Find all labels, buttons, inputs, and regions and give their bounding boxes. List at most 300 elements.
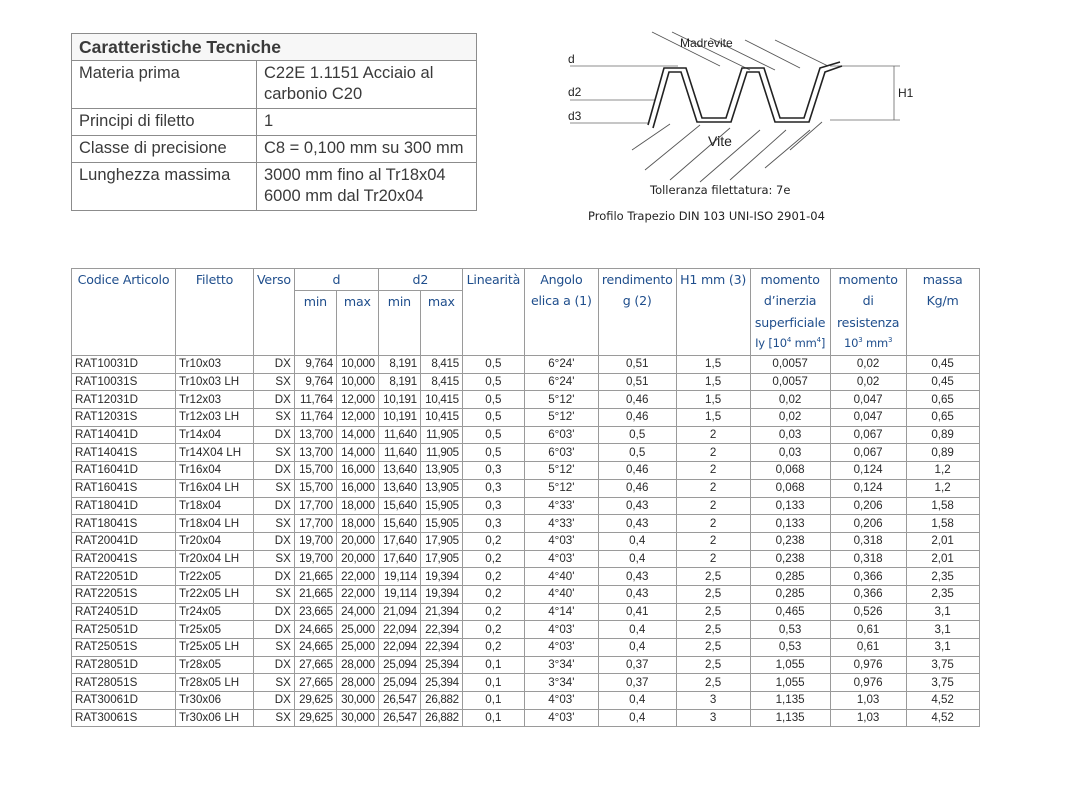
cell-filetto: Tr20x04 — [176, 532, 254, 550]
cell-filetto: Tr18x04 LH — [176, 515, 254, 533]
cell-codice: RAT16041S — [72, 479, 176, 497]
cell-d2-max: 26,882 — [420, 692, 462, 710]
cell-rendimento: 0,43 — [598, 568, 676, 586]
cell-linearita: 0,1 — [462, 674, 524, 692]
cell-d2-max: 19,394 — [420, 568, 462, 586]
cell-d-min: 9,764 — [294, 356, 336, 374]
header-line: momento — [760, 272, 820, 287]
cell-massa: 0,65 — [906, 409, 979, 427]
cell-d-max: 22,000 — [336, 568, 378, 586]
specs-key: Classe di precisione — [72, 136, 257, 163]
cell-angolo: 6°24' — [524, 373, 598, 391]
cell-linearita: 0,5 — [462, 444, 524, 462]
cell-linearita: 0,1 — [462, 656, 524, 674]
cell-d2-max: 25,394 — [420, 656, 462, 674]
cell-d-min: 17,700 — [294, 515, 336, 533]
cell-verso: SX — [254, 674, 295, 692]
cell-massa: 2,01 — [906, 550, 979, 568]
cell-d-max: 22,000 — [336, 585, 378, 603]
cell-verso: SX — [254, 550, 295, 568]
cell-filetto: Tr22x05 LH — [176, 585, 254, 603]
cell-h1: 2 — [676, 479, 750, 497]
cell-filetto: Tr25x05 LH — [176, 639, 254, 657]
cell-massa: 1,2 — [906, 462, 979, 480]
header-unit-exp: 4 — [786, 336, 792, 345]
cell-momento-resistenza: 0,206 — [830, 497, 906, 515]
cell-d-max: 28,000 — [336, 656, 378, 674]
cell-momento-inerzia: 0,238 — [750, 532, 830, 550]
cell-momento-inerzia: 0,465 — [750, 603, 830, 621]
cell-d2-min: 13,640 — [378, 462, 420, 480]
cell-angolo: 4°40' — [524, 585, 598, 603]
cell-filetto: Tr14x04 — [176, 426, 254, 444]
cell-d-max: 14,000 — [336, 444, 378, 462]
cell-d2-min: 26,547 — [378, 709, 420, 727]
cell-linearita: 0,3 — [462, 462, 524, 480]
header-linearita: Linearità — [462, 269, 524, 356]
cell-momento-inerzia: 0,133 — [750, 497, 830, 515]
cell-momento-resistenza: 0,976 — [830, 656, 906, 674]
cell-linearita: 0,5 — [462, 356, 524, 374]
table-row — [72, 568, 980, 586]
cell-d-max: 12,000 — [336, 391, 378, 409]
label-d2: d2 — [568, 85, 582, 99]
cell-momento-resistenza: 0,526 — [830, 603, 906, 621]
label-d3: d3 — [568, 109, 582, 123]
header-d2-min: min — [378, 291, 420, 356]
table-row — [72, 373, 980, 391]
cell-filetto: Tr30x06 LH — [176, 709, 254, 727]
table-row — [72, 391, 980, 409]
table-row — [72, 356, 980, 374]
cell-massa: 0,45 — [906, 356, 979, 374]
header-codice: Codice Articolo — [72, 269, 176, 356]
specs-value: 1 — [257, 109, 477, 136]
cell-angolo: 4°33' — [524, 497, 598, 515]
cell-momento-inerzia: 0,0057 — [750, 373, 830, 391]
cell-massa: 3,75 — [906, 656, 979, 674]
cell-filetto: Tr10x03 — [176, 356, 254, 374]
header-line: superficiale — [754, 314, 826, 330]
table-row — [72, 674, 980, 692]
cell-momento-resistenza: 0,067 — [830, 444, 906, 462]
cell-d-max: 25,000 — [336, 639, 378, 657]
cell-verso: DX — [254, 391, 295, 409]
cell-rendimento: 0,46 — [598, 391, 676, 409]
header-d-max: max — [336, 291, 378, 356]
cell-h1: 1,5 — [676, 391, 750, 409]
cell-d-min: 15,700 — [294, 462, 336, 480]
cell-linearita: 0,2 — [462, 568, 524, 586]
cell-momento-resistenza: 0,976 — [830, 674, 906, 692]
cell-filetto: Tr12x03 LH — [176, 409, 254, 427]
table-row — [72, 426, 980, 444]
cell-h1: 2,5 — [676, 603, 750, 621]
header-line: Kg/m — [926, 293, 959, 309]
cell-rendimento: 0,46 — [598, 462, 676, 480]
cell-momento-inerzia: 0,285 — [750, 568, 830, 586]
header-unit-text: ] — [820, 335, 826, 350]
cell-momento-resistenza: 0,067 — [830, 426, 906, 444]
cell-h1: 2 — [676, 515, 750, 533]
cell-d2-max: 26,882 — [420, 709, 462, 727]
cell-d2-min: 19,114 — [378, 585, 420, 603]
cell-d-max: 16,000 — [336, 462, 378, 480]
cell-verso: DX — [254, 356, 295, 374]
cell-massa: 0,65 — [906, 391, 979, 409]
cell-verso: SX — [254, 515, 295, 533]
cell-linearita: 0,1 — [462, 692, 524, 710]
cell-momento-inerzia: 0,068 — [750, 462, 830, 480]
cell-d-max: 30,000 — [336, 709, 378, 727]
cell-rendimento: 0,4 — [598, 621, 676, 639]
table-row — [72, 409, 980, 427]
cell-rendimento: 0,5 — [598, 426, 676, 444]
cell-angolo: 4°40' — [524, 568, 598, 586]
cell-d2-min: 11,640 — [378, 444, 420, 462]
specs-row-max-length — [72, 163, 477, 211]
cell-momento-inerzia: 1,135 — [750, 709, 830, 727]
header-line — [754, 333, 827, 354]
cell-d-max: 20,000 — [336, 550, 378, 568]
cell-codice: RAT10031D — [72, 356, 176, 374]
cell-momento-resistenza: 0,124 — [830, 462, 906, 480]
cell-codice: RAT16041D — [72, 462, 176, 480]
cell-momento-inerzia: 0,02 — [750, 409, 830, 427]
cell-verso: SX — [254, 409, 295, 427]
header-unit-text: 10 — [843, 335, 859, 350]
cell-d-min: 29,625 — [294, 709, 336, 727]
cell-d2-max: 21,394 — [420, 603, 462, 621]
header-unit-exp: 3 — [858, 336, 863, 345]
cell-linearita: 0,2 — [462, 532, 524, 550]
table-row — [72, 462, 980, 480]
cell-d2-max: 22,394 — [420, 639, 462, 657]
cell-filetto: Tr30x06 — [176, 692, 254, 710]
cell-angolo: 5°12' — [524, 409, 598, 427]
cell-momento-resistenza: 0,61 — [830, 621, 906, 639]
table-row — [72, 692, 980, 710]
cell-linearita: 0,5 — [462, 426, 524, 444]
cell-d2-min: 25,094 — [378, 674, 420, 692]
cell-codice: RAT22051D — [72, 568, 176, 586]
cell-rendimento: 0,46 — [598, 479, 676, 497]
cell-codice: RAT30061D — [72, 692, 176, 710]
cell-d2-max: 10,415 — [420, 409, 462, 427]
cell-d-min: 23,665 — [294, 603, 336, 621]
cell-h1: 3 — [676, 709, 750, 727]
cell-filetto: Tr16x04 — [176, 462, 254, 480]
header-d: d — [294, 269, 378, 291]
cell-filetto: Tr20x04 LH — [176, 550, 254, 568]
cell-massa: 4,52 — [906, 692, 979, 710]
cell-d2-max: 10,415 — [420, 391, 462, 409]
specs-value-line: 3000 mm fino al Tr18x04 — [264, 166, 446, 184]
cell-d-max: 12,000 — [336, 409, 378, 427]
cell-massa: 4,52 — [906, 709, 979, 727]
caption-tolerance: Tolleranza filettatura: 7e — [650, 183, 791, 197]
header-unit-text: Iy [10 — [755, 335, 787, 350]
cell-massa: 2,35 — [906, 585, 979, 603]
cell-linearita: 0,5 — [462, 373, 524, 391]
cell-filetto: Tr25x05 — [176, 621, 254, 639]
cell-h1: 2,5 — [676, 621, 750, 639]
cell-h1: 2,5 — [676, 585, 750, 603]
cell-d2-max: 8,415 — [420, 373, 462, 391]
cell-d2-max: 15,905 — [420, 497, 462, 515]
cell-momento-inerzia: 0,285 — [750, 585, 830, 603]
cell-angolo: 5°12' — [524, 462, 598, 480]
cell-angolo: 4°03' — [524, 639, 598, 657]
cell-rendimento: 0,51 — [598, 356, 676, 374]
cell-momento-inerzia: 0,068 — [750, 479, 830, 497]
cell-linearita: 0,2 — [462, 585, 524, 603]
cell-rendimento: 0,43 — [598, 585, 676, 603]
cell-momento-resistenza: 1,03 — [830, 709, 906, 727]
cell-h1: 1,5 — [676, 356, 750, 374]
cell-d2-max: 11,905 — [420, 444, 462, 462]
cell-d2-min: 11,640 — [378, 426, 420, 444]
cell-d2-max: 17,905 — [420, 532, 462, 550]
cell-d-min: 19,700 — [294, 550, 336, 568]
header-h1: H1 mm (3) — [676, 269, 750, 356]
cell-d2-min: 15,640 — [378, 515, 420, 533]
header-unit-exp: 3 — [887, 336, 893, 345]
cell-momento-inerzia: 0,02 — [750, 391, 830, 409]
cell-d-min: 19,700 — [294, 532, 336, 550]
specs-value — [257, 163, 477, 211]
header-angolo-line: Angolo — [540, 272, 583, 287]
cell-linearita: 0,3 — [462, 515, 524, 533]
header-line: d’inerzia — [763, 293, 817, 309]
cell-d2-max: 13,905 — [420, 462, 462, 480]
header-momento-inerzia — [750, 269, 830, 356]
table-row — [72, 497, 980, 515]
table-body — [72, 356, 980, 727]
cell-codice: RAT10031S — [72, 373, 176, 391]
cell-d2-min: 10,191 — [378, 409, 420, 427]
cell-rendimento: 0,43 — [598, 515, 676, 533]
cell-massa: 2,35 — [906, 568, 979, 586]
cell-verso: DX — [254, 621, 295, 639]
cell-codice: RAT25051S — [72, 639, 176, 657]
cell-momento-resistenza: 0,047 — [830, 391, 906, 409]
cell-codice: RAT20041D — [72, 532, 176, 550]
cell-angolo: 4°03' — [524, 550, 598, 568]
specs-key: Principi di filetto — [72, 109, 257, 136]
header-unit-text: mm — [862, 335, 888, 350]
cell-linearita: 0,2 — [462, 550, 524, 568]
cell-momento-resistenza: 0,124 — [830, 479, 906, 497]
cell-massa: 3,1 — [906, 621, 979, 639]
cell-filetto: Tr22x05 — [176, 568, 254, 586]
label-vite: Vite — [708, 133, 732, 149]
cell-rendimento: 0,37 — [598, 656, 676, 674]
cell-massa: 2,01 — [906, 532, 979, 550]
cell-verso: DX — [254, 462, 295, 480]
specs-value: C8 = 0,100 mm su 300 mm — [257, 136, 477, 163]
table-row — [72, 603, 980, 621]
cell-d-max: 18,000 — [336, 497, 378, 515]
table-row — [72, 709, 980, 727]
table-row — [72, 550, 980, 568]
cell-rendimento: 0,5 — [598, 444, 676, 462]
header-verso: Verso — [254, 269, 295, 356]
cell-d-min: 17,700 — [294, 497, 336, 515]
cell-momento-inerzia: 0,133 — [750, 515, 830, 533]
cell-linearita: 0,1 — [462, 709, 524, 727]
cell-d2-max: 11,905 — [420, 426, 462, 444]
table-row — [72, 585, 980, 603]
specs-row-precision — [72, 136, 477, 163]
cell-h1: 2,5 — [676, 639, 750, 657]
table-row — [72, 532, 980, 550]
cell-linearita: 0,2 — [462, 603, 524, 621]
cell-momento-inerzia: 0,03 — [750, 426, 830, 444]
header-line: momento — [838, 272, 898, 287]
cell-verso: DX — [254, 692, 295, 710]
cell-d-min: 9,764 — [294, 373, 336, 391]
cell-d2-max: 19,394 — [420, 585, 462, 603]
cell-momento-inerzia: 0,53 — [750, 639, 830, 657]
cell-filetto: Tr14X04 LH — [176, 444, 254, 462]
cell-angolo: 4°33' — [524, 515, 598, 533]
cell-massa: 3,1 — [906, 639, 979, 657]
cell-d-min: 29,625 — [294, 692, 336, 710]
cell-momento-resistenza: 0,318 — [830, 550, 906, 568]
cell-rendimento: 0,4 — [598, 709, 676, 727]
cell-momento-resistenza: 0,318 — [830, 532, 906, 550]
cell-momento-resistenza: 1,03 — [830, 692, 906, 710]
cell-verso: SX — [254, 639, 295, 657]
cell-codice: RAT14041D — [72, 426, 176, 444]
cell-massa: 1,58 — [906, 497, 979, 515]
cell-d-min: 27,665 — [294, 656, 336, 674]
cell-d2-min: 17,640 — [378, 550, 420, 568]
header-d2: d2 — [378, 269, 462, 291]
header-rendimento-line: g (2) — [622, 293, 652, 309]
cell-angolo: 3°34' — [524, 656, 598, 674]
table-row — [72, 515, 980, 533]
cell-filetto: Tr24x05 — [176, 603, 254, 621]
header-unit-exp: 4 — [816, 336, 821, 345]
cell-rendimento: 0,4 — [598, 639, 676, 657]
cell-d2-max: 8,415 — [420, 356, 462, 374]
cell-h1: 1,5 — [676, 409, 750, 427]
cell-verso: DX — [254, 656, 295, 674]
specs-value: C22E 1.1151 Acciaio al carbonio C20 — [257, 61, 477, 109]
caption-profile: Profilo Trapezio DIN 103 UNI-ISO 2901-04 — [588, 209, 825, 223]
cell-angolo: 3°34' — [524, 674, 598, 692]
table-header-row — [72, 269, 980, 291]
header-d2-max: max — [420, 291, 462, 356]
cell-codice: RAT28051D — [72, 656, 176, 674]
cell-rendimento: 0,4 — [598, 550, 676, 568]
cell-momento-resistenza: 0,366 — [830, 568, 906, 586]
specs-title-row — [72, 34, 477, 61]
cell-massa: 0,89 — [906, 444, 979, 462]
cell-momento-inerzia: 1,135 — [750, 692, 830, 710]
cell-momento-resistenza: 0,02 — [830, 373, 906, 391]
cell-angolo: 6°24' — [524, 356, 598, 374]
cell-d-max: 10,000 — [336, 373, 378, 391]
cell-angolo: 4°03' — [524, 709, 598, 727]
cell-codice: RAT18041D — [72, 497, 176, 515]
header-angolo — [524, 269, 598, 356]
cell-d-min: 15,700 — [294, 479, 336, 497]
cell-codice: RAT25051D — [72, 621, 176, 639]
cell-d2-max: 22,394 — [420, 621, 462, 639]
cell-h1: 2 — [676, 532, 750, 550]
cell-verso: SX — [254, 709, 295, 727]
cell-angolo: 4°03' — [524, 532, 598, 550]
cell-massa: 0,89 — [906, 426, 979, 444]
cell-d2-min: 22,094 — [378, 621, 420, 639]
cell-d2-min: 8,191 — [378, 356, 420, 374]
cell-verso: SX — [254, 479, 295, 497]
label-madrevite: Madrevite — [680, 36, 733, 50]
cell-verso: DX — [254, 603, 295, 621]
cell-h1: 2,5 — [676, 568, 750, 586]
cell-angolo: 4°14' — [524, 603, 598, 621]
cell-codice: RAT28051S — [72, 674, 176, 692]
specs-key: Materia prima — [72, 61, 257, 109]
cell-verso: DX — [254, 532, 295, 550]
specs-row-thread-starts — [72, 109, 477, 136]
cell-linearita: 0,5 — [462, 409, 524, 427]
header-momento-resistenza — [830, 269, 906, 356]
cell-h1: 2 — [676, 497, 750, 515]
table-row — [72, 639, 980, 657]
cell-linearita: 0,3 — [462, 479, 524, 497]
cell-rendimento: 0,4 — [598, 532, 676, 550]
cell-codice: RAT12031D — [72, 391, 176, 409]
cell-verso: SX — [254, 444, 295, 462]
cell-d2-min: 15,640 — [378, 497, 420, 515]
specs-value-line: 6000 mm dal Tr20x04 — [264, 187, 424, 205]
cell-filetto: Tr18x04 — [176, 497, 254, 515]
cell-codice: RAT18041S — [72, 515, 176, 533]
cell-verso: DX — [254, 426, 295, 444]
cell-d2-min: 22,094 — [378, 639, 420, 657]
header-line — [834, 333, 903, 354]
cell-massa: 1,2 — [906, 479, 979, 497]
cell-filetto: Tr16x04 LH — [176, 479, 254, 497]
cell-verso: SX — [254, 373, 295, 391]
cell-verso: SX — [254, 585, 295, 603]
label-d: d — [568, 52, 575, 66]
header-line: resistenza — [836, 314, 900, 330]
cell-codice: RAT14041S — [72, 444, 176, 462]
cell-d-max: 25,000 — [336, 621, 378, 639]
cell-angolo: 5°12' — [524, 391, 598, 409]
cell-momento-resistenza: 0,047 — [830, 409, 906, 427]
cell-momento-inerzia: 0,0057 — [750, 356, 830, 374]
cell-massa: 3,1 — [906, 603, 979, 621]
cell-rendimento: 0,41 — [598, 603, 676, 621]
cell-filetto: Tr28x05 — [176, 656, 254, 674]
cell-momento-resistenza: 0,02 — [830, 356, 906, 374]
cell-d-max: 14,000 — [336, 426, 378, 444]
thread-profile-drawing — [560, 30, 940, 230]
cell-d-min: 21,665 — [294, 568, 336, 586]
technical-specs-table — [71, 33, 477, 211]
cell-momento-resistenza: 0,61 — [830, 639, 906, 657]
cell-codice: RAT24051D — [72, 603, 176, 621]
header-unit-text: mm — [791, 335, 817, 350]
cell-h1: 2 — [676, 426, 750, 444]
cell-d-max: 20,000 — [336, 532, 378, 550]
